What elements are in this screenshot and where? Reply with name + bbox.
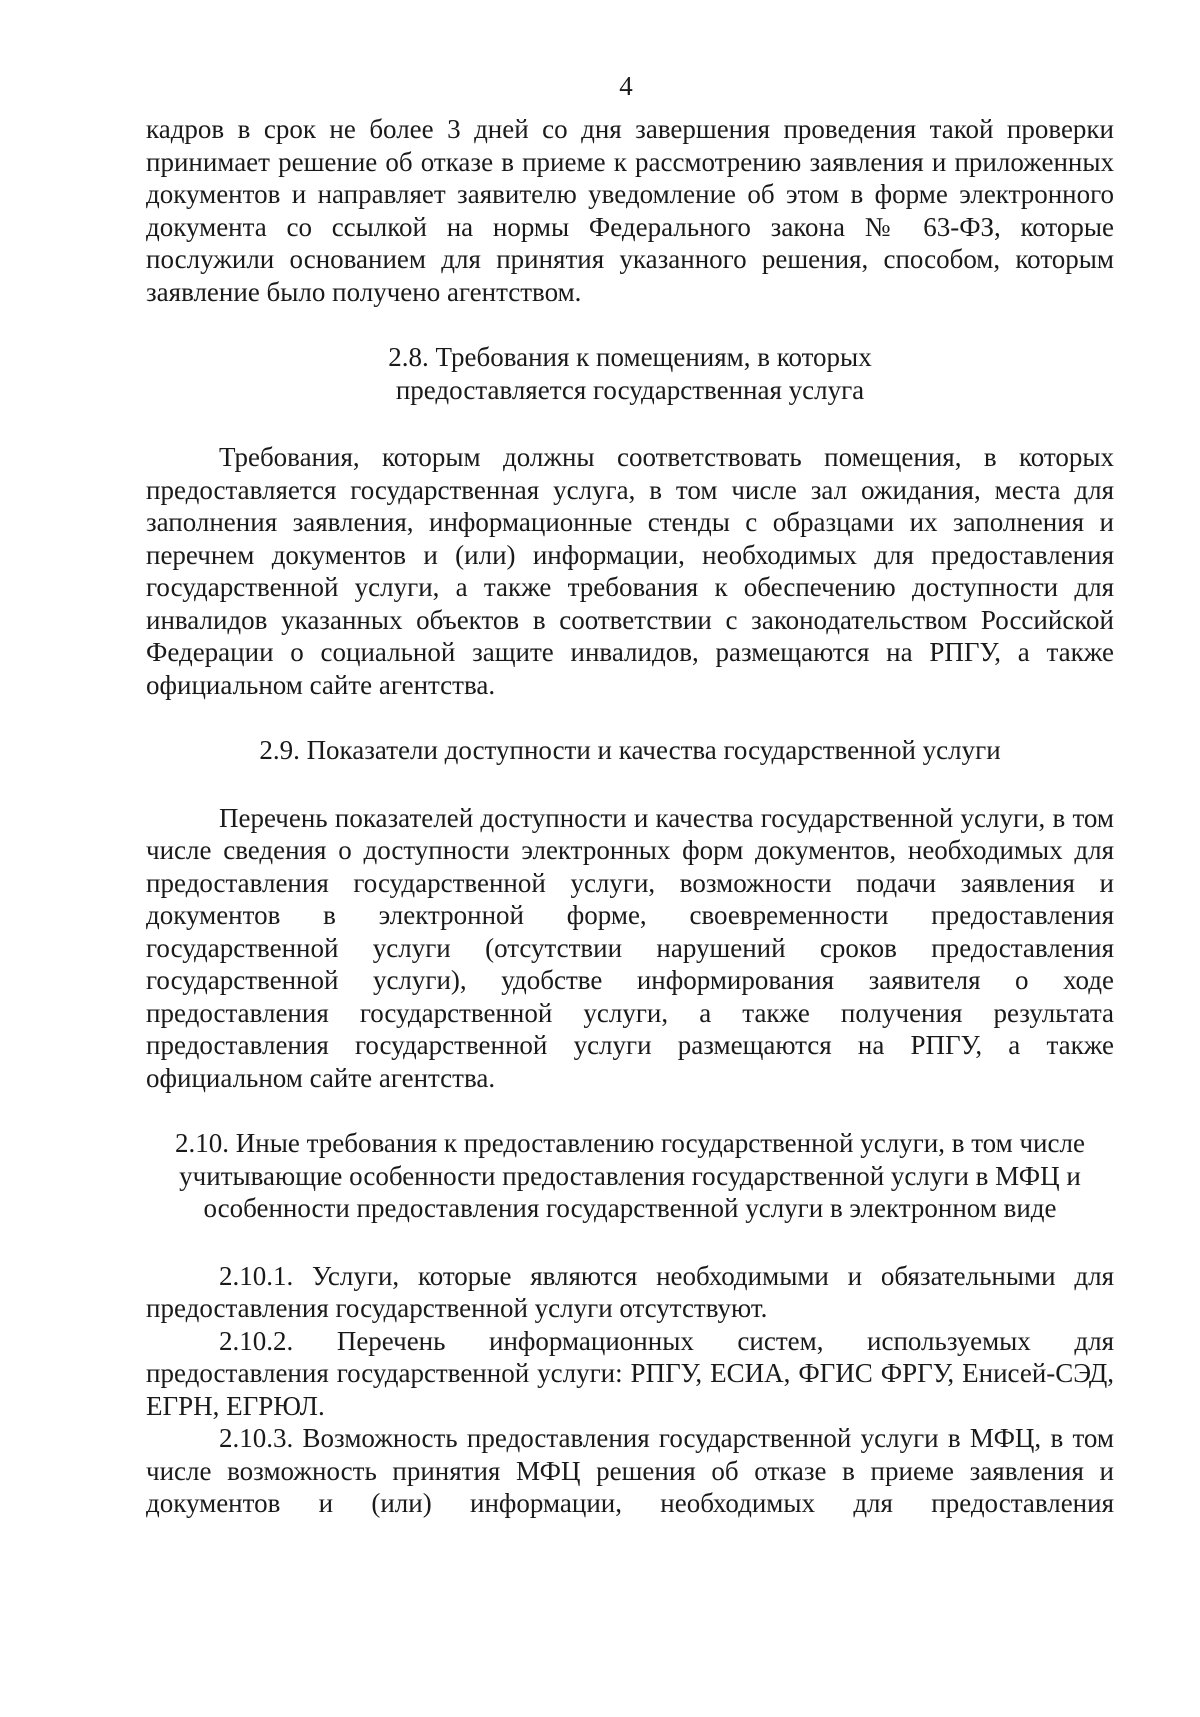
paragraph-2-10-3: 2.10.3. Возможность предоставления государственной услуги в МФЦ, в том числе возможность принятия МФЦ решения об отказе в приеме заявления и документов и (или) информации, необходимых для предоставления — [146, 1423, 1114, 1518]
paragraph-2-10-2: 2.10.2. Перечень информационных систем, используемых для предоставления государственной услуги: РПГУ, ЕСИА, ФГИС ФРГУ, Енисей-СЭД, ЕГРН, ЕГРЮЛ. — [146, 1325, 1114, 1421]
paragraph-premises-requirements: Требования, которым должны соответствовать помещения, в которых предоставляется государственная услуга, в том числе зал ожидания, места для заполнения заявления, информационные стенды с образцами их заполнения и перечнем документов и (или) информации, необходимых для предоставления государственной услуги, а также требования к обеспечению доступности для инвалидов указанных объектов в соответствии с законодательством Российской Федерации о социальной защите инвалидов, размещаются на РПГУ, а также официальном сайте агентства. — [146, 442, 1114, 700]
paragraph-2-10-1: 2.10.1. Услуги, которые являются необходимыми и обязательными для предоставления государственной услуги отсутствуют. — [146, 1260, 1114, 1323]
section-heading-2-10: 2.10. Иные требования к предоставлению государственной услуги, в том числе учитывающие особенности предоставления государственной услуги в МФЦ и особенности предоставления государственной услуги в электронном виде — [175, 1128, 1085, 1223]
paragraph-continuation: кадров в срок не более 3 дней со дня завершения проведения такой проверки принимает решение об отказе в приеме к рассмотрению заявления и приложенных документов и направляет заявителю уведомление об этом в форме электронного документа со ссылкой на нормы Федерального закона № 63-ФЗ, которые послужили основанием для принятия указанного решения, способом, которым заявление было получено агентством. — [146, 114, 1114, 307]
paragraph-quality-indicators: Перечень показателей доступности и качества государственной услуги, в том числе сведения о доступности электронных форм документов, необходимых для предоставления государственной услуги, возможности подачи заявления и документов в электронной форме, своевременности предоставления государственной услуги (отсутствии нарушений сроков предоставления государственной услуги), удобстве информирования заявителя о ходе предоставления государственной услуги, а также получения результата предоставления государственной услуги размещаются на РПГУ, а также официальном сайте агентства. — [146, 802, 1114, 1093]
document-body — [146, 113, 1114, 1520]
section-heading-2-9: 2.9. Показатели доступности и качества государственной услуги — [259, 735, 1001, 765]
section-heading-2-8: 2.8. Требования к помещениям, в которых предоставляется государственная услуга — [388, 342, 872, 405]
page-number: 4 — [619, 71, 633, 101]
